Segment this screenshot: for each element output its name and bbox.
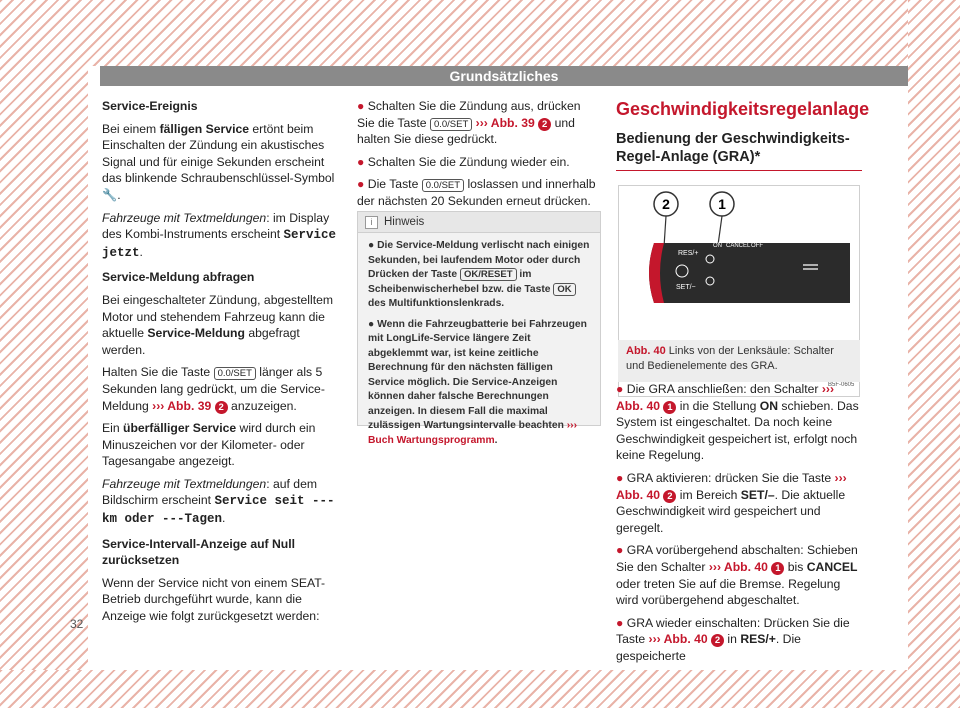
figure-link[interactable]: ››› Abb. 40 — [708, 559, 768, 574]
callout-2-label: 2 — [662, 196, 670, 212]
paragraph: Bei einem fälligen Service ertönt beim Einschalten der Zündung ein akustisches Signal und für einige Sekunden erscheint das blinkende Schraubenschlüssel-Symbol 🔧. — [102, 121, 335, 202]
figure-caption: Abb. 40 Links von der Lenksäule: Schalter und Bedienelemente des GRA. — [618, 340, 860, 382]
list-item: ● GRA aktivieren: drücken Sie die Taste ››› Abb. 40 2 im Bereich SET/–. Die aktuelle Geschwindigkeit wird gespeichert und geregelt. — [616, 470, 847, 535]
note-item: ● Die Service-Meldung verlischt nach einigen Sekunden, bei laufendem Motor oder durch Drücken der Taste OK/RESET im Scheibenwischerhebel bzw. die Taste OK des Multifunktionslenkrads. — [368, 240, 590, 309]
list-item: ● Die GRA anschließen: den Schalter ››› Abb. 40 1 in die Stellung ON schieben. Das System ist eingeschaltet. Da noch keine Geschwindigkeit gespeichert ist, erfolgt noch keine Regelung. — [616, 382, 859, 463]
label-set: SET/− — [676, 284, 696, 291]
paragraph: Fahrzeuge mit Textmeldungen: auf dem Bildschirm erscheint Service seit --- km oder ---Tagen. — [102, 476, 335, 527]
callout-number: 2 — [663, 490, 676, 503]
page-header: Grundsätzliches — [100, 66, 908, 86]
paragraph: Fahrzeuge mit Textmeldungen: im Display des Kombi-Instruments erscheint Service jetzt. — [102, 210, 337, 260]
label-cancel: CANCEL — [726, 243, 751, 249]
info-icon: i — [365, 216, 378, 229]
callout-number: 2 — [215, 401, 228, 414]
callout-1-label: 1 — [718, 196, 726, 212]
hatch-border-right — [908, 0, 960, 708]
list-item: ● Die Taste 0.0/SET loslassen und innerhalb der nächsten 20 Sekunden erneut drücken. — [357, 177, 596, 208]
hatch-border-left — [0, 0, 88, 708]
label-on: ON — [713, 243, 722, 249]
figure-link[interactable]: ››› Abb. 40 — [616, 382, 835, 413]
paragraph: Wenn der Service nicht von einem SEAT-Betrieb durchgeführt wurde, kann die Anzeige wie folgt zurückgesetzt werden: — [102, 575, 326, 624]
paragraph: Halten Sie die Taste 0.0/SET länger als 5 Sekunden lang gedrückt, um die Service-Meldung ››› Abb. 39 2 anzuzeigen. — [102, 365, 325, 413]
callout-number: 2 — [538, 118, 551, 131]
column-right — [616, 98, 870, 179]
book-link[interactable]: ››› Buch Wartungsprogramm — [368, 420, 578, 446]
note-item: ● Wenn die Fahrzeugbatterie bei Fahrzeugen mit LongLife-Service längere Zeit abgeklemmt war, ist keine zeitliche Berechnung für den nächsten fälligen Service möglich. Die Service-Anzeigen können daher falsche Berechnungen anzeigen. In diesem Fall die maximal zulässigen Wartungsintervalle beachten ››› Buch Wartungsprogramm. — [368, 318, 587, 446]
wrench-icon: 🔧 — [102, 187, 118, 202]
paragraph: Bei eingeschalteter Zündung, abgestelltem Motor und stehendem Fahrzeug kann die aktuelle Service-Meldung abgefragt werden. — [102, 292, 334, 357]
key-0-0-set: 0.0/SET — [430, 118, 472, 131]
column-left — [102, 98, 342, 631]
heading-reset: Service-Intervall-Anzeige auf Null zurücksetzen — [102, 536, 296, 568]
key-0-0-set: 0.0/SET — [422, 179, 464, 192]
section-subtitle: Bedienung der Geschwindigkeits-Regel-Anlage (GRA)* — [616, 130, 862, 171]
callout-number: 1 — [771, 562, 784, 575]
note-header — [358, 212, 600, 233]
column-right-list — [616, 381, 862, 671]
callout-number: 1 — [663, 401, 676, 414]
figure-link[interactable]: ››› Abb. 39 — [475, 115, 535, 130]
list-item: ● GRA wieder einschalten: Drücken Sie die Taste ››› Abb. 40 2 in RES/+. Die gespeicherte — [616, 615, 850, 663]
note-box — [357, 211, 601, 446]
note-title: Hinweis — [384, 216, 425, 228]
paragraph: Ein überfälliger Service wird durch ein Minuszeichen vor der Kilometer- oder Tagesangabe angezeigt. — [102, 421, 316, 469]
key-0-0-set: 0.0/SET — [214, 367, 256, 380]
heading-service-event: Service-Ereignis — [102, 99, 198, 113]
note-body — [358, 233, 600, 448]
page-number: 32 — [70, 617, 84, 631]
list-item: ● GRA vorübergehend abschalten: Schieben Sie den Schalter ››› Abb. 40 1 bis CANCEL oder treten Sie auf die Bremse. Regelung wird vorübergehend abgeschaltet. — [616, 543, 858, 608]
list-item: ● Schalten Sie die Zündung aus, drücken Sie die Taste 0.0/SET ››› Abb. 39 2 und halten Sie diese gedrückt. — [357, 99, 581, 147]
column-middle — [357, 98, 601, 216]
figure-link[interactable]: ››› Abb. 40 — [616, 470, 847, 502]
section-title: Geschwindigkeitsregelanlage — [616, 99, 870, 119]
key-ok-reset: OK/RESET — [460, 268, 517, 281]
label-res: RES/+ — [678, 250, 699, 257]
label-off: OFF — [751, 243, 763, 249]
figure-code: B5F-0605 — [828, 382, 855, 388]
hatch-border-bottom — [0, 670, 960, 708]
hatch-border-top — [0, 0, 960, 66]
figure-link[interactable]: ››› Abb. 40 — [648, 632, 708, 647]
heading-service-message: Service-Meldung abfragen — [102, 270, 255, 285]
figure-link[interactable]: ››› Abb. 39 — [152, 398, 212, 413]
key-ok: OK — [553, 283, 575, 296]
callout-number: 2 — [711, 634, 724, 647]
list-item: ● Schalten Sie die Zündung wieder ein. — [357, 154, 570, 169]
